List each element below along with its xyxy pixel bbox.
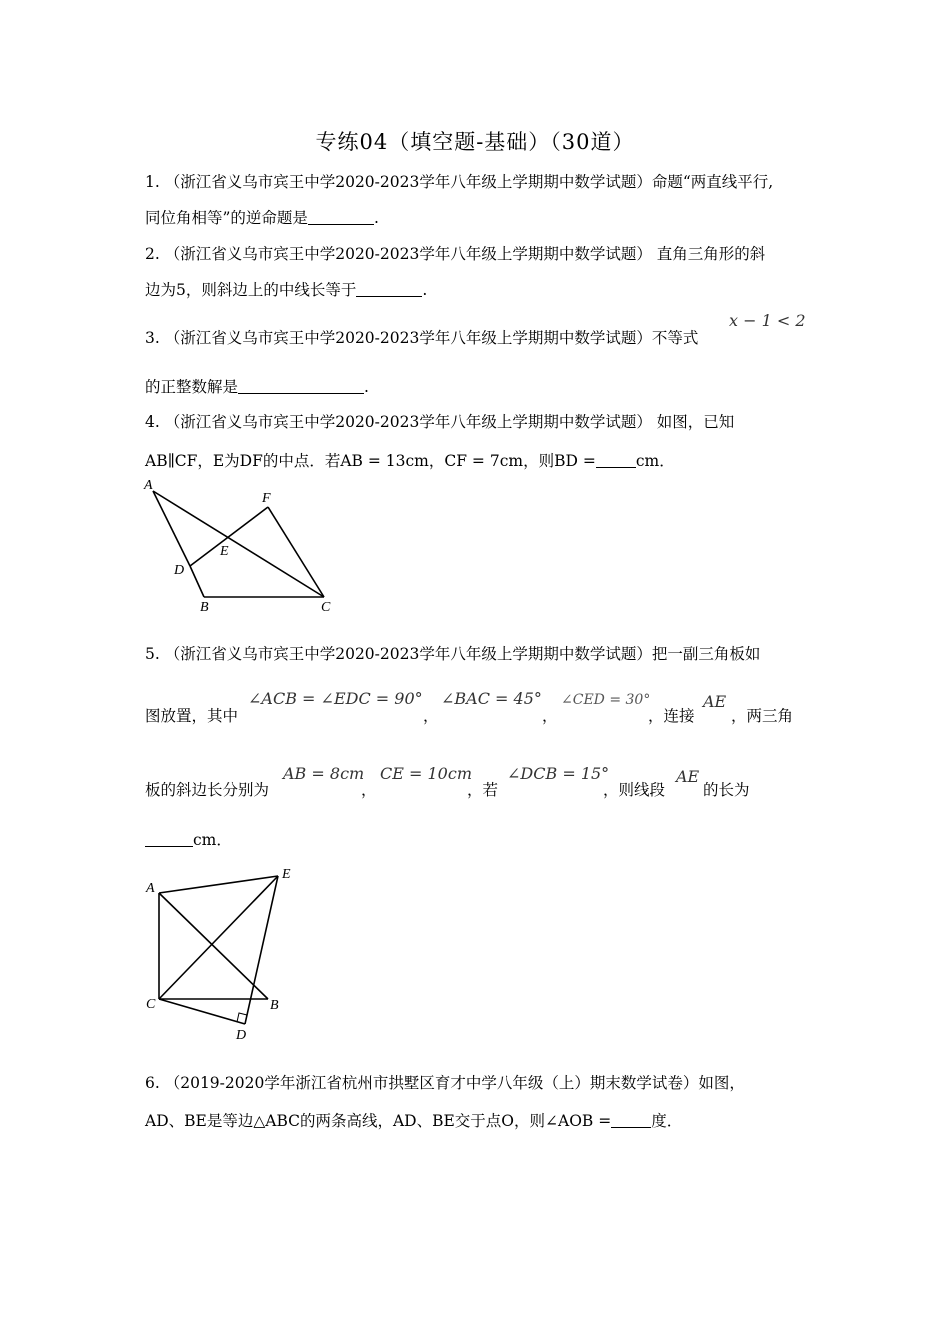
q5-line3-b: ，若 — [467, 781, 499, 799]
q6-line2 — [145, 1109, 682, 1131]
q5-end: cm． — [193, 831, 232, 849]
q6-answer-blank — [611, 1113, 651, 1128]
q3-line2 — [145, 375, 369, 397]
segment-ce — [159, 876, 278, 999]
q5-sep2: ， — [542, 707, 558, 725]
segment-fc — [268, 507, 324, 597]
q4-label-a: A — [144, 478, 153, 493]
q4-end: cm． — [635, 452, 675, 470]
q5-sep3: ， — [361, 781, 377, 799]
q5-line4 — [145, 828, 232, 850]
q4-line2 — [145, 449, 675, 471]
q5-math-angle-dcb: ∠DCB = 15° — [507, 764, 610, 783]
q5-label-d: D — [236, 1028, 247, 1043]
q5-sep1: ， — [423, 707, 439, 725]
q1-end: . — [373, 209, 379, 227]
q5-line3-c: ，则线段 — [603, 781, 666, 799]
q4-label-b: B — [200, 600, 209, 615]
q3-answer-blank — [238, 379, 364, 394]
q6-text: AD、BE是等边△ABC的两条高线，AD、BE交于点O，则∠AOB = — [145, 1112, 612, 1130]
q5-math-angle-acb-edc: ∠ACB = ∠EDC = 90° — [248, 689, 423, 708]
q3-inequality: x − 1 < 2 — [729, 311, 806, 330]
q5-label-b: B — [270, 998, 279, 1013]
segment-cd — [159, 999, 245, 1024]
q5-label-c: C — [146, 997, 156, 1012]
q3-end: . — [364, 378, 369, 396]
segment-df — [190, 507, 268, 566]
q5-line1: 5. （浙江省义乌市宾王中学2020-2023学年八年级上学期期中数学试题）把一副三角板如 — [145, 645, 761, 663]
q5-math-ab: AB = 8cm — [283, 764, 365, 783]
q5-line3-a: 板的斜边长分别为 — [145, 781, 270, 799]
q4-label-e: E — [220, 544, 229, 559]
q4-line1: 4. （浙江省义乌市宾王中学2020-2023学年八年级上学期期中数学试题） 如图，已知 — [145, 413, 735, 431]
q5-label-e: E — [282, 867, 291, 882]
q5-math-angle-ced: ∠CED = 30° — [561, 692, 651, 708]
q4-label-c: C — [321, 600, 331, 615]
q4-answer-blank — [596, 453, 636, 468]
q4-text: AB∥CF，E为DF的中点．若AB = 13cm，CF = 7cm，则BD = — [145, 452, 596, 470]
q5-line2-b: ，连接 — [648, 707, 695, 725]
q6-line1: 6. （2019-2020学年浙江省杭州市拱墅区育才中学八年级（上）期末数学试卷）如图， — [145, 1074, 745, 1092]
q4-figure — [140, 474, 340, 619]
q1-text: 同位角相等”的逆命题是 — [145, 209, 308, 227]
q5-line3-d: 的长为 — [703, 781, 750, 799]
segment-ae — [159, 876, 278, 893]
segment-db — [190, 566, 204, 597]
q2-line1: 2. （浙江省义乌市宾王中学2020-2023学年八年级上学期期中数学试题） 直角三角形的斜 — [145, 245, 766, 263]
q5-math-ce: CE = 10cm — [380, 764, 472, 783]
q1-answer-blank — [308, 210, 374, 225]
q5-math-angle-bac: ∠BAC = 45° — [441, 689, 542, 708]
q5-figure — [140, 860, 310, 1045]
q4-label-f: F — [262, 491, 271, 506]
q2-text: 边为5，则斜边上的中线长等于 — [145, 281, 357, 299]
q1-line1: 1. （浙江省义乌市宾王中学2020-2023学年八年级上学期期中数学试题）命题“两直线平行, — [145, 173, 774, 191]
page-title: 专练04（填空题-基础）（30道） — [315, 130, 635, 154]
q5-line2-a: 图放置，其中 — [145, 707, 239, 725]
q2-line2 — [145, 278, 427, 300]
q3-line1: 3. （浙江省义乌市宾王中学2020-2023学年八年级上学期期中数学试题）不等式 — [145, 329, 699, 347]
q3-text: 的正整数解是 — [145, 378, 239, 396]
q2-answer-blank — [356, 282, 422, 297]
q2-end: . — [422, 281, 428, 299]
q5-label-a: A — [146, 881, 155, 896]
q1-line2 — [145, 206, 379, 228]
q5-line2-c: ，两三角 — [731, 707, 794, 725]
q5-math-ae: AE — [703, 692, 727, 711]
q5-answer-blank — [145, 832, 193, 847]
q4-label-d: D — [174, 563, 185, 578]
q6-end: 度． — [651, 1112, 683, 1130]
q5-math-ae-2: AE — [676, 767, 700, 786]
